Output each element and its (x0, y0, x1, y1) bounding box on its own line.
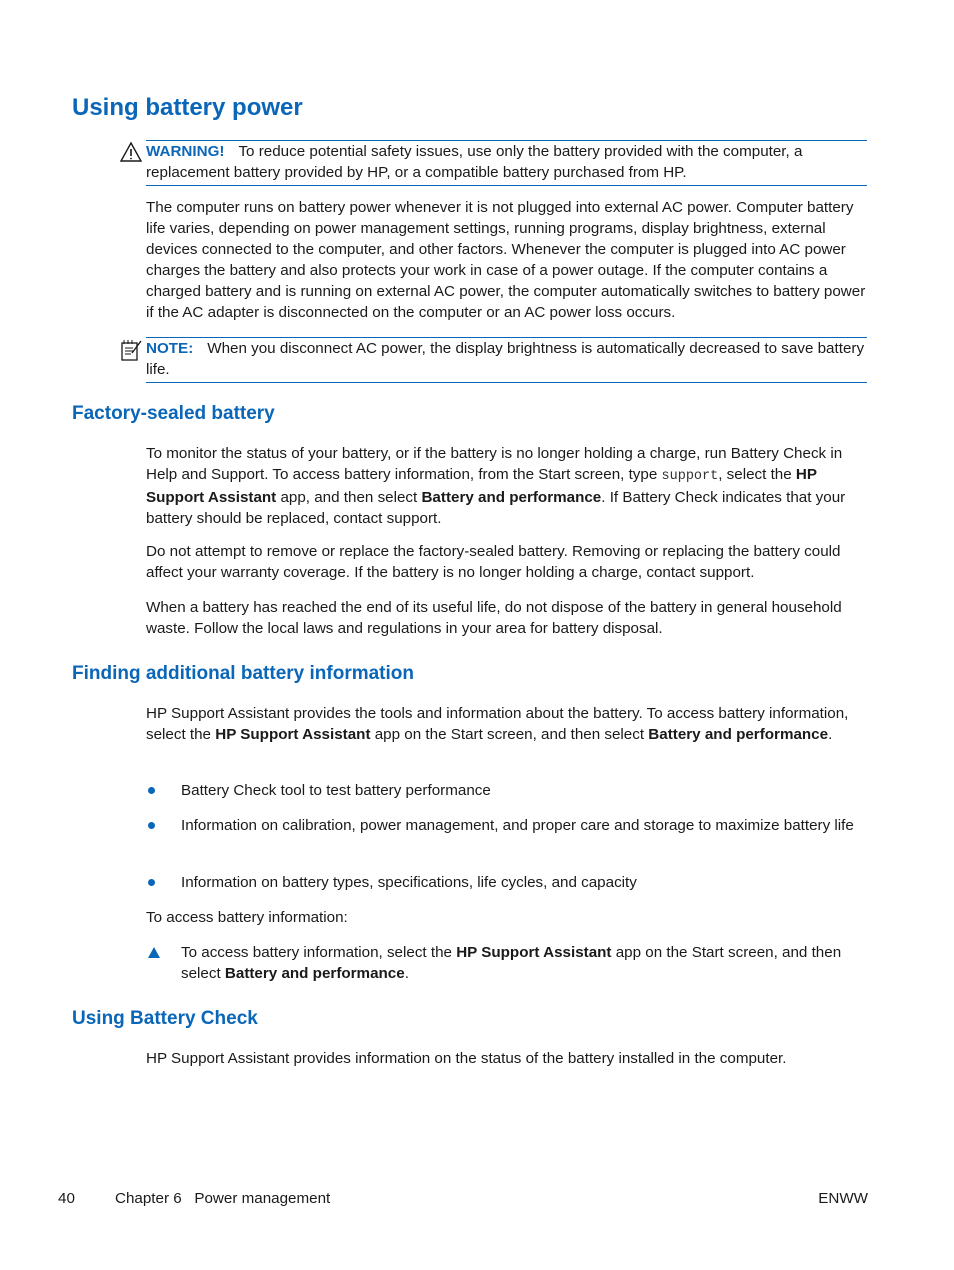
factory-p1-text-c: app, and then select (276, 489, 422, 506)
bullet-dot-icon (148, 787, 155, 794)
hp-support-assistant-term: HP Support Assistant (456, 944, 612, 961)
support-code: support (661, 469, 719, 484)
warning-tag: WARNING! (146, 143, 225, 160)
hp-support-assistant-term: HP Support Assistant (146, 466, 817, 506)
procedure-step-text (181, 942, 871, 984)
finding-paragraph-1 (146, 703, 868, 745)
battery-performance-term: Battery and performance (421, 489, 602, 506)
page-number: 40 (58, 1190, 75, 1207)
factory-paragraph-1 (146, 443, 868, 529)
access-label: To access battery information: (146, 909, 348, 926)
finding-info-heading: Finding additional battery information (72, 663, 414, 684)
factory-paragraph-2: Do not attempt to remove or replace the factory-sealed battery. Removing or replacing the battery could affect your warranty coverage. If the battery is no longer holding a charge, contact support. (146, 543, 841, 581)
step-text-b: app on the Start screen, and then select (181, 944, 842, 982)
factory-p1-text-a: To monitor the status of your battery, or if the battery is no longer holding a charge, run Battery Check in Help and Support. To access battery information, from the Start screen, type (146, 445, 843, 483)
battery-check-paragraph: HP Support Assistant provides information on the status of the battery installed in the computer. (146, 1050, 787, 1067)
note-text: When you disconnect AC power, the display brightness is automatically decreased to save battery life. (146, 340, 865, 378)
warning-text: To reduce potential safety issues, use only the battery provided with the computer, a replacement battery provided by HP, or a compatible battery purchased from HP. (146, 143, 803, 181)
warning-icon (120, 141, 142, 163)
step-triangle-icon (148, 947, 160, 958)
finding-p1-text-a: HP Support Assistant provides the tools and information about the battery. To access battery information, select the (146, 705, 849, 743)
factory-sealed-heading: Factory-sealed battery (72, 403, 275, 424)
step-text-a: To access battery information, select the (181, 944, 457, 961)
intro-paragraph: The computer runs on battery power whenever it is not plugged into external AC power. Computer battery life varies, depending on power management settings, running programs, display brightness, external devices connected to the computer, and other factors. Whenever the computer is plugged into AC power charges the battery and also protects your work in case of a power outage. If the computer contains a charged battery and is running on external AC power, the computer automatically switches to battery power if the AC adapter is disconnected on the computer or an AC power loss occurs. (146, 199, 866, 321)
list-item-text: Information on calibration, power management, and proper care and storage to maximize battery life (181, 817, 854, 834)
bullet-dot-icon (148, 822, 155, 829)
step-text-c: . (404, 965, 409, 982)
battery-performance-term: Battery and performance (648, 726, 829, 743)
battery-performance-term: Battery and performance (224, 965, 405, 982)
finding-p1-text-c: . (828, 726, 833, 743)
note-tag: NOTE: (146, 340, 194, 357)
factory-p1-text-b: , select the (718, 466, 796, 483)
page-title: Using battery power (72, 94, 303, 121)
chapter-label: Chapter 6 Power management (115, 1190, 331, 1207)
battery-check-heading: Using Battery Check (72, 1008, 258, 1029)
doc-code: ENWW (818, 1190, 868, 1207)
warning-callout (146, 140, 867, 186)
finding-p1-text-b: app on the Start screen, and then select (370, 726, 649, 743)
factory-p1-text-d: . If Battery Check indicates that your battery should be replaced, contact support. (146, 489, 846, 527)
bullet-dot-icon (148, 879, 155, 886)
list-item-text: Battery Check tool to test battery performance (181, 782, 491, 799)
list-item-text: Information on battery types, specifications, life cycles, and capacity (181, 874, 637, 891)
hp-support-assistant-term: HP Support Assistant (215, 726, 371, 743)
factory-paragraph-3: When a battery has reached the end of its useful life, do not dispose of the battery in general household waste. Follow the local laws and regulations in your area for battery disposal. (146, 599, 842, 637)
note-callout (146, 337, 867, 383)
note-icon (120, 339, 142, 361)
